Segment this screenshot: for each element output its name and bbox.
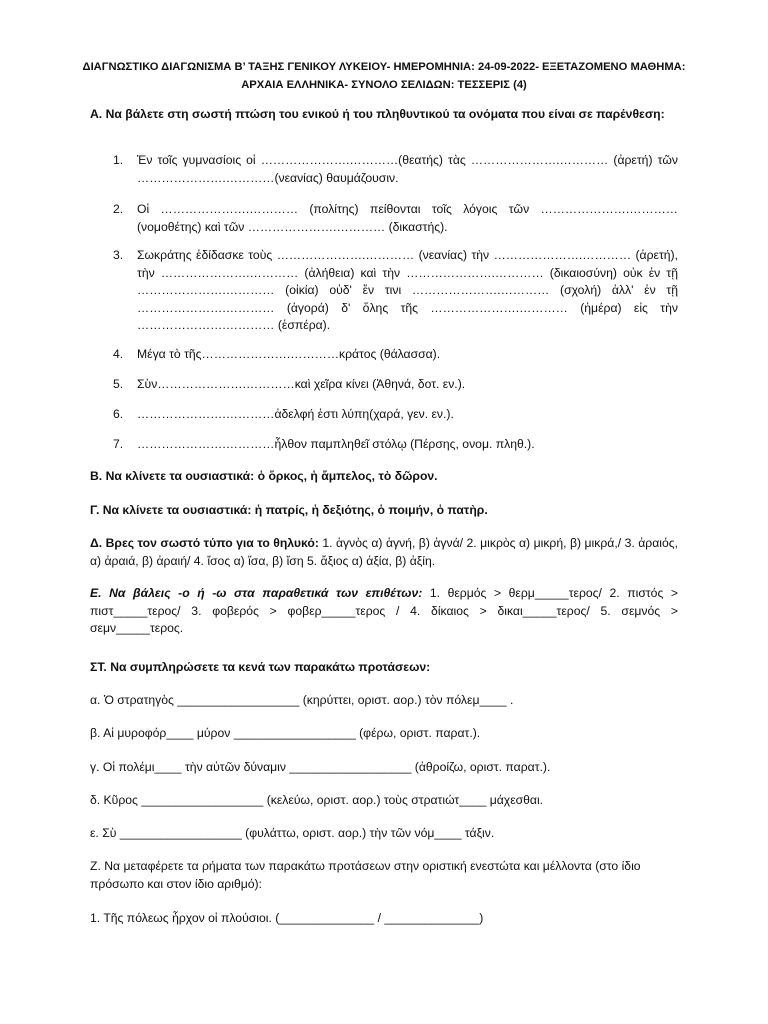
- item-number: 3.: [113, 248, 124, 262]
- section-d-label: Δ. Βρες τον σωστό τύπο για το θηλυκό:: [90, 536, 319, 550]
- fill-sentence: α. Ὁ στρατηγὸς __________________ (κηρύττει, οριστ. αορ.) τὸν πόλεμ____ .: [90, 693, 514, 707]
- section-st-heading: ΣΤ. Να συμπληρώσετε τα κενά των παρακάτω προτάσεων:: [90, 660, 431, 674]
- section-g: Γ. Να κλίνετε τα ουσιαστικά: ἡ πατρίς, ἡ δεξιότης, ὁ ποιμήν, ὁ πατὴρ.: [90, 503, 488, 517]
- fill-sentence: γ. Οἱ πολέμι____ τὴν αὐτῶν δύναμιν __________________ (ἀθροίζω, οριστ. παρατ.).: [90, 760, 551, 774]
- item-number: 5.: [113, 377, 124, 391]
- section-e-text: 1. θερμός > θερμ_____τερος/ 2. πιστός > πιστ_____τερος/ 3. φοβερός > φοβερ_____τερος / 4. δίκαιος > δικαι_____τερος/ 5. σεμνός > σεμν_____τερος.: [90, 586, 678, 635]
- item-text: Οἱ ………………….………… (πολίτης) πείθονται τοῖς λόγοις τῶν ………………….………… (νομοθέτης) καὶ τῶν ………………….………… (δικαστής).: [137, 202, 678, 234]
- item-number: 7.: [113, 437, 124, 451]
- fill-sentence: δ. Κῦρος __________________ (κελεύω, οριστ. αορ.) τοὺς στρατιώτ____ μάχεσθαι.: [90, 793, 544, 807]
- section-d: [90, 535, 678, 570]
- item-text: ………………….…………ἀδελφή ἐστι λύπη(χαρά, γεν. εν.).: [137, 407, 454, 421]
- item-text: Ἐν τοῖς γυμνασίοις οἱ ………………….…………(θεατής) τὰς ………………….………… (ἀρετή) τῶν ………………….…………(νεανίας) θαυμάζουσιν.: [137, 153, 678, 185]
- section-e-label: Ε. Να βάλεις -ο ή -ω στα παραθετικά των επιθέτων:: [90, 586, 423, 600]
- fill-sentence: β. Αἱ μυροφόρ____ μύρον __________________ (φέρω, οριστ. παρατ.).: [90, 726, 481, 740]
- item-number: 1.: [113, 153, 124, 167]
- section-z-heading: Ζ. Να μεταφέρετε τα ρήματα των παρακάτω προτάσεων στην οριστική ενεστώτα και μέλλοντα (στο ίδιο πρόσωπο και στον ίδιο αριθμό):: [90, 859, 641, 891]
- item-number: 4.: [113, 347, 124, 361]
- header-line-2: ΑΡΧΑΙΑ ΕΛΛΗΝΙΚΑ- ΣΥΝΟΛΟ ΣΕΛΙΔΩΝ: ΤΕΣΣΕΡΙΣ (4): [241, 79, 527, 91]
- item-text: Σωκράτης ἐδίδασκε τοὺς ………………….………… (νεανίας) τὴν ………………….………… (ἀρετή), τὴν ………………….………… (ἀλήθεια) καὶ τὴν ………………….………… (δικαιοσύνη) οὐκ ἐν τῇ ………………….………… (οἰκία) οὐδ' ἔν τινι ………………….………… (σχολή) ἀλλ' ἐν τῇ ………………….………… (ἀγορά) δ' ὅλης τῆς ………………….………… (ἡμέρα) εἰς τὴν ………………….………… (ἑσπέρα).: [137, 248, 678, 332]
- item-text: Μέγα τὸ τῆς………………….…………κράτος (θάλασσα).: [137, 347, 441, 361]
- section-a-heading: Α. Να βάλετε στη σωστή πτώση του ενικού ή του πληθυντικού τα ονόματα που είναι σε παρένθεση:: [90, 107, 665, 121]
- item-number: 6.: [113, 407, 124, 421]
- transform-sentence: 1. Τῆς πόλεως ἦρχον οἱ πλούσιοι. (______________ / ______________): [90, 911, 484, 925]
- fill-sentence: ε. Σὺ __________________ (φυλάττω, οριστ. αορ.) τὴν τῶν νόμ____ τάξιν.: [90, 826, 495, 840]
- item-number: 2.: [113, 202, 124, 216]
- document-header: [60, 58, 708, 94]
- item-text: Σὺν………………….…………καὶ χεῖρα κίνει (Ἀθηνά, δοτ. εν.).: [137, 377, 466, 391]
- header-line-1: ΔΙΑΓΝΩΣΤΙΚΟ ΔΙΑΓΩΝΙΣΜΑ Β’ ΤΑΞΗΣ ΓΕΝΙΚΟΥ ΛΥΚΕΙΟΥ- ΗΜΕΡΟΜΗΝΙΑ: 24-09-2022- ΕΞΕΤΑΖΟΜΕΝΟ ΜΑΘΗΜΑ:: [82, 61, 686, 73]
- section-b: Β. Να κλίνετε τα ουσιαστικά: ὁ ὅρκος, ἡ ἄμπελος, τὸ δῶρον.: [90, 469, 438, 483]
- section-d-text: 1. ἁγνὸς α) ἁγνή, β) ἁγνά/ 2. μικρὸς α) μικρή, β) μικρά,/ 3. ἀραιός, α) ἀραιά, β) ἀραιή/ 4. ἴσος α) ἴσα, β) ἴση 5. ἄξιος α) ἀξία, β) ἀξίη.: [90, 536, 678, 568]
- section-e: [90, 585, 678, 638]
- item-text: ………………….…………ἦλθον παμπληθεῖ στόλῳ (Πέρσης, ονομ. πληθ.).: [137, 437, 535, 451]
